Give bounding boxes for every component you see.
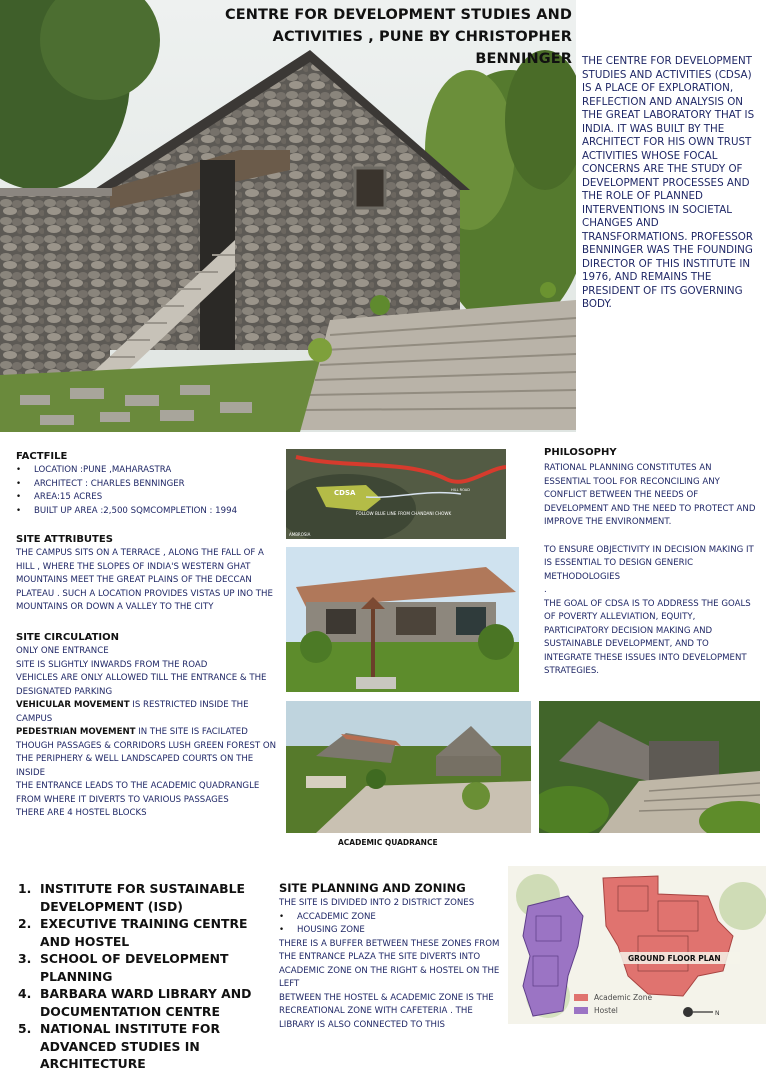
philosophy-dot: . bbox=[544, 585, 547, 595]
zone-list bbox=[279, 911, 507, 938]
institute-item bbox=[0, 915, 272, 950]
vehicular-movement-text bbox=[16, 699, 282, 726]
item-number: 4. bbox=[18, 986, 32, 1001]
site-circulation-heading: SITE CIRCULATION bbox=[16, 632, 120, 643]
quadrangle-caption: ACADEMIC QUADRANCE bbox=[338, 838, 438, 847]
site-attributes-section bbox=[16, 534, 281, 615]
item-number: 3. bbox=[18, 951, 32, 966]
legend-swatch-hostel bbox=[574, 1007, 588, 1014]
site-circulation-section bbox=[16, 632, 282, 821]
philosophy-paragraph-2: TO ENSURE OBJECTIVITY IN DECISION MAKING IT IS ESSENTIAL TO DESIGN GENERIC METHODOLOGIES bbox=[544, 544, 754, 582]
vehicular-movement-label: VEHICULAR MOVEMENT bbox=[16, 700, 130, 710]
site-attributes-heading: SITE ATTRIBUTES bbox=[16, 534, 113, 545]
factfile-item: • AREA:15 ACRES bbox=[16, 491, 281, 505]
item-number: 1. bbox=[18, 881, 32, 896]
philosophy-heading: PHILOSOPHY bbox=[544, 447, 617, 458]
location-map bbox=[286, 449, 506, 539]
plan-title: GROUND FLOOR PLAN bbox=[628, 954, 721, 963]
pedestrian-movement-label: PEDESTRIAN MOVEMENT bbox=[16, 727, 136, 737]
zone-item: • ACCADEMIC ZONE bbox=[279, 911, 507, 925]
title-line-1: CENTRE FOR DEVELOPMENT STUDIES AND bbox=[224, 7, 572, 23]
building-illustration bbox=[286, 547, 519, 692]
institute-item bbox=[0, 950, 272, 985]
item-label: SCHOOL OF DEVELOPMENT PLANNING bbox=[40, 951, 229, 984]
title-line-2: ACTIVITIES , PUNE BY CHRISTOPHER BENNINGER bbox=[272, 29, 572, 67]
aerial-map-image bbox=[286, 449, 506, 539]
plan-drawing bbox=[508, 866, 766, 1024]
courtyard-photo bbox=[539, 701, 760, 833]
pedestrian-movement-detail: IN THE SITE IS FACILATED THOUGH PASSAGES & CORRIDORS LUSH GREEN FOREST ON THE PERIPHERY & WELL LANDSCAPED COURTS ON THE INSIDE bbox=[16, 727, 277, 778]
zoning-section bbox=[279, 881, 507, 1032]
map-label-hill: HILL ROAD bbox=[451, 488, 470, 492]
institutes-list bbox=[0, 880, 272, 1073]
philosophy-paragraph-3: THE GOAL OF CDSA IS TO ADDRESS THE GOALS OF POVERTY ALLEVIATION, EQUITY, PARTICIPATORY DECISION MAKING AND SUSTAINABLE DEVELOPMENT, AND TO INTEGRATE THESE ISSUES INTO DEVELOPMENT STRATEGIES. bbox=[544, 598, 751, 676]
zoning-intro: THE SITE IS DIVIDED INTO 2 DISTRICT ZONES bbox=[279, 898, 475, 908]
circulation-line: THERE ARE 4 HOSTEL BLOCKS bbox=[16, 808, 147, 818]
factfile-heading: FACTFILE bbox=[16, 451, 68, 462]
legend-swatch-academic bbox=[574, 994, 588, 1001]
institutes-list-section bbox=[0, 880, 272, 1073]
circulation-line: THE ENTRANCE LEADS TO THE ACADEMIC QUADRANGLE FROM WHERE IT DIVERTS TO VARIOUS PASSAGES bbox=[16, 781, 260, 805]
item-label: NATIONAL INSTITUTE FOR ADVANCED STUDIES IN ARCHITECTURE bbox=[40, 1021, 221, 1071]
site-attributes-text: THE CAMPUS SITS ON A TERRACE , ALONG THE FALL OF A HILL , WHERE THE SLOPES OF INDIA'S WESTERN GHAT MOUNTAINS MEET THE GREAT PLAINS OF THE DECCAN PLATEAU . SUCH A LOCATION PROVIDES VISTAS UP INO THE MOUNTAINS OR DOWN A VALLEY TO THE CITY bbox=[16, 548, 273, 612]
zoning-heading: SITE PLANNING AND ZONING bbox=[279, 881, 466, 895]
zoning-paragraph-1: THERE IS A BUFFER BETWEEN THESE ZONES FROM THE ENTRANCE PLAZA THE SITE DIVERTS INTO ACADEMIC ZONE ON THE RIGHT & HOSTEL ON THE LEFT bbox=[279, 938, 500, 989]
factfile-item: • BUILT UP AREA :2,500 SQMCOMPLETION : 1994 bbox=[16, 505, 281, 519]
item-label: INSTITUTE FOR SUSTAINABLE DEVELOPMENT (ISD) bbox=[40, 881, 245, 914]
page-title bbox=[180, 4, 572, 70]
building-photo bbox=[286, 547, 519, 692]
item-label: EXECUTIVE TRAINING CENTRE AND HOSTEL bbox=[40, 916, 248, 949]
factfile-item: • ARCHITECT : CHARLES BENNINGER bbox=[16, 478, 281, 492]
circulation-line: VEHICLES ARE ONLY ALLOWED TILL THE ENTRANCE & THE DESIGNATED PARKING bbox=[16, 673, 267, 697]
factfile-item: • LOCATION :PUNE ,MAHARASTRA bbox=[16, 464, 281, 478]
institute-item bbox=[0, 985, 272, 1020]
item-number: 2. bbox=[18, 916, 32, 931]
map-label-cdsa: CDSA bbox=[334, 489, 356, 497]
philosophy-paragraph-1: RATIONAL PLANNING CONSTITUTES AN ESSENTIAL TOOL FOR RECONCILING ANY CONFLICT BETWEEN THE NEEDS OF DEVELOPMENT AND THE NEED TO PROTECT AND IMPROVE THE ENVIRONMENT. bbox=[544, 463, 756, 527]
quadrangle-illustration bbox=[286, 701, 531, 833]
legend-label-hostel: Hostel bbox=[594, 1006, 618, 1015]
circulation-line: ONLY ONE ENTRANCE bbox=[16, 646, 109, 656]
zoning-paragraph-2: BETWEEN THE HOSTEL & ACADEMIC ZONE IS THE RECREATIONAL ZONE WITH CAFETERIA . THE LIBRARY IS ALSO CONNECTED TO THIS bbox=[279, 992, 494, 1030]
legend-label-academic: Academic Zone bbox=[594, 993, 653, 1002]
institute-item bbox=[0, 880, 272, 915]
quadrangle-photo bbox=[286, 701, 531, 833]
vehicular-movement-detail: IS RESTRICTED INSIDE THE CAMPUS bbox=[16, 700, 249, 724]
item-label: BARBARA WARD LIBRARY AND DOCUMENTATION CENTRE bbox=[40, 986, 252, 1019]
intro-paragraph: THE CENTRE FOR DEVELOPMENT STUDIES AND ACTIVITIES (CDSA) IS A PLACE OF EXPLORATION, REFLECTION AND ANALYSIS ON THE GREAT LABORATORY THAT IS INDIA. IT WAS BUILT BY THE ARCHITECT FOR HIS OWN TRUST ACTIVITIES WHOSE FOCAL CONCERNS ARE THE STUDY OF DEVELOPMENT PROCESSES AND THE ROLE OF PLANNED INTERVENTIONS IN SOCIETAL CHANGES AND TRANSFORMATIONS. PROFESSOR BENNINGER WAS THE FOUNDING DIRECTOR OF THIS INSTITUTE IN 1976, AND REMAINS THE PRESIDENT OF ITS GOVERNING BODY. bbox=[582, 55, 755, 310]
map-label-corner: AMBROSIA bbox=[289, 532, 311, 537]
factfile-list bbox=[16, 464, 281, 518]
north-label: N bbox=[715, 1010, 720, 1017]
factfile-section bbox=[16, 451, 281, 518]
circulation-line: SITE IS SLIGHTLY INWARDS FROM THE ROAD bbox=[16, 659, 208, 670]
pedestrian-movement-text bbox=[16, 726, 282, 780]
philosophy-section bbox=[544, 447, 758, 679]
ground-floor-plan bbox=[508, 866, 766, 1024]
courtyard-illustration bbox=[539, 701, 760, 833]
map-label-road: FOLLOW BLUE LINE FROM CHANDANI CHOWK bbox=[356, 511, 452, 516]
item-number: 5. bbox=[18, 1021, 32, 1036]
zone-item: • HOUSING ZONE bbox=[279, 924, 507, 938]
institute-item bbox=[0, 1020, 272, 1073]
